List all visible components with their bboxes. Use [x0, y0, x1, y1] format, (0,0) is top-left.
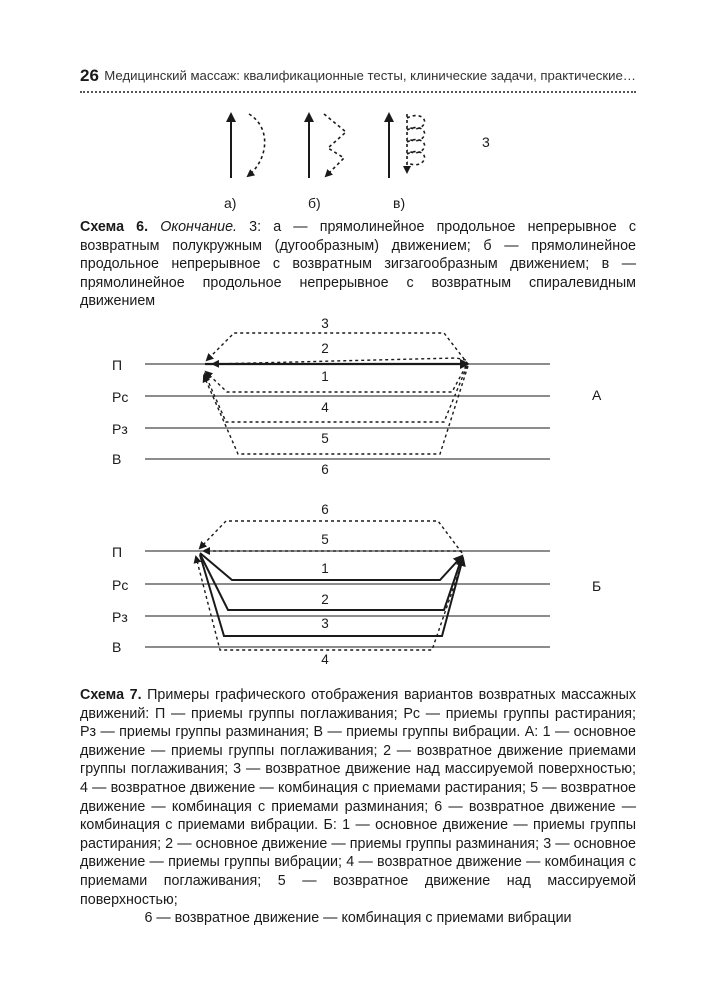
row-label-p: П — [112, 357, 123, 373]
row-label-rz: Рз — [112, 421, 128, 437]
scheme7-caption — [80, 686, 636, 928]
path-label-4: 4 — [321, 652, 329, 667]
path-6-return — [204, 366, 468, 454]
path-3-main — [200, 555, 463, 636]
arc-return-arrow — [248, 114, 265, 176]
path-2-main — [200, 554, 462, 610]
label-b: б) — [308, 195, 321, 211]
figure-number: 3 — [482, 134, 490, 150]
panel-label-a: А — [592, 387, 602, 403]
figure-b — [309, 114, 346, 178]
path-label-4: 4 — [321, 400, 329, 415]
diagram-a — [0, 305, 704, 505]
diagram-b — [0, 495, 704, 675]
row-label-rz: Рз — [112, 609, 128, 625]
zigzag-return-arrow — [324, 114, 346, 176]
level-lines — [145, 364, 550, 459]
label-c: в) — [393, 195, 406, 211]
path-label-3: 3 — [321, 616, 329, 631]
path-label-1: 1 — [321, 561, 329, 576]
path-5-return — [205, 366, 467, 422]
path-label-3: 3 — [321, 316, 329, 331]
running-title: Медицинский массаж: квалификационные тесты, клинические задачи, практические… — [104, 68, 636, 83]
caption-text: Примеры графического отображения вариантов возвратных массажных движений: П — приемы группы поглаживания; Рс — приемы группы растирания; Рз — приемы группы разминания; В — приемы группы вибрации. А: 1 — основное движение — приемы группы поглаживания; 2 — возвратное движение приемами группы поглаживания; 3 — возвратное движение над массируемой поверхностью; 4 — возвратное движение — комбинация с приемами растирания; 5 — возвратное движение — комбинация с приемами разминания; 6 — возвратное движение — комбинация с приемами вибрации. Б: 1 — основное движение — приемы группы растирания; 2 — основное движение — приемы группы разминания; 3 — основное движение — приемы группы вибрации; 4 — возвратное движение — комбинация с приемами поглаживания; 5 — возвратное движение над массируемой поверхностью; — [80, 687, 636, 908]
path-6-return — [200, 521, 462, 553]
row-label-rs: Рс — [112, 577, 129, 593]
path-1-main — [200, 553, 462, 580]
panel-label-b: Б — [592, 578, 602, 594]
path-4-return — [206, 366, 466, 392]
path-label-5: 5 — [321, 431, 329, 446]
page-number: 26 — [80, 66, 99, 85]
caption-subtitle: Окончание. — [160, 219, 238, 235]
path-label-2: 2 — [321, 592, 329, 607]
path-label-2: 2 — [321, 341, 329, 356]
path-label-6: 6 — [321, 462, 329, 477]
caption-title: Схема 7. — [80, 687, 142, 703]
figure-a — [231, 114, 265, 178]
scheme6-caption — [80, 218, 636, 311]
figure-c — [389, 114, 425, 178]
label-a: а) — [224, 195, 237, 211]
caption-last-line: 6 — возвратное движение — комбинация с приемами вибрации — [144, 910, 572, 927]
row-label-v: В — [112, 639, 122, 655]
path-label-1: 1 — [321, 369, 329, 384]
path-label-6: 6 — [321, 502, 329, 517]
caption-text: 3: а — прямолинейное продольное непрерывное с возвратным полукружным (дугообразным) движением; б — прямолинейное продольное непрерывное с возвратным зигзагообразным движением; в — прямолинейное продольное непрерывное с возвратным спиралевидным движением — [80, 219, 636, 310]
spiral-return-arrow — [407, 114, 425, 172]
path-label-5: 5 — [321, 532, 329, 547]
scheme6-figure — [0, 0, 704, 215]
row-label-v: В — [112, 451, 122, 467]
row-label-rs: Рс — [112, 389, 129, 405]
caption-title: Схема 6. — [80, 219, 149, 235]
row-label-p: П — [112, 544, 123, 560]
